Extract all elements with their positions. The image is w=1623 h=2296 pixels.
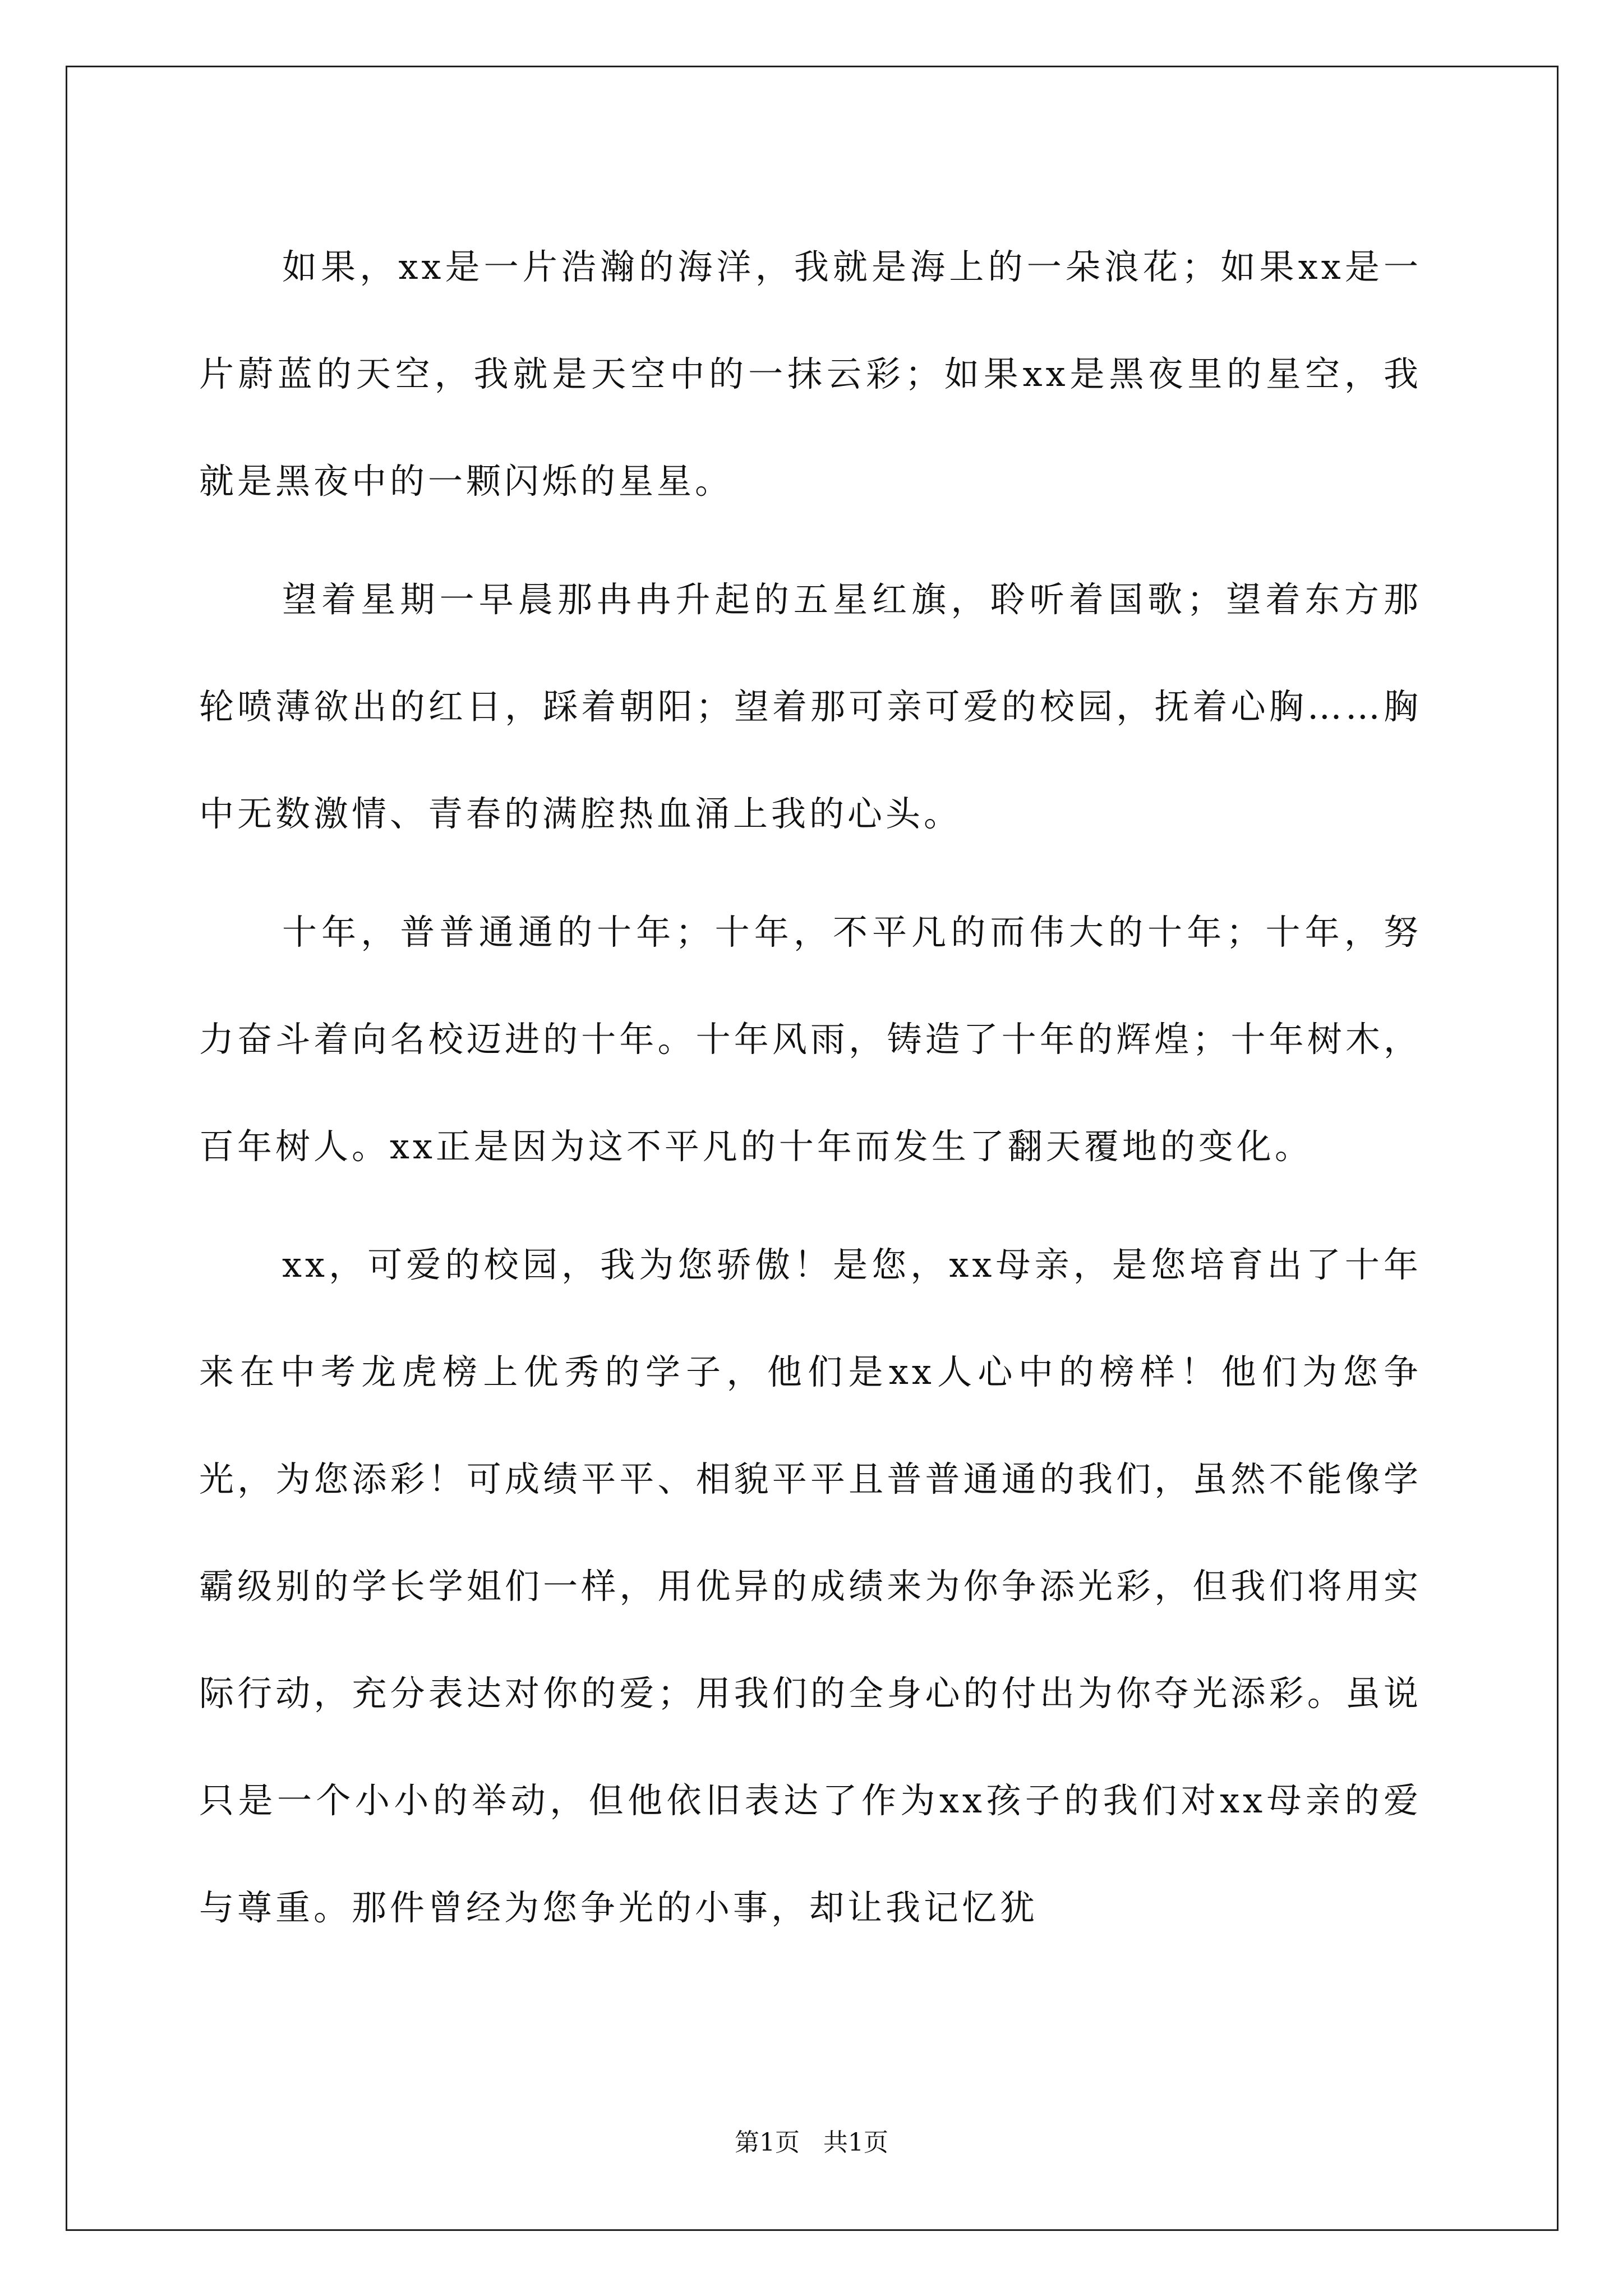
paragraph-2: 望着星期一早晨那冉冉升起的五星红旗，聆听着国歌；望着东方那轮喷薄欲出的红日，踩着朝阳；望着那可亲可爱的校园，抚着心胸……胸中无数激情、青春的满腔热血涌上我的心头。 (199, 579, 1422, 834)
paragraph-3: 十年，普普通通的十年；十年，不平凡的而伟大的十年；十年，努力奋斗着向名校迈进的十年。十年风雨，铸造了十年的辉煌；十年树木，百年树人。xx正是因为这不平凡的十年而发生了翻天覆地的变化。 (199, 912, 1422, 1167)
page-number-footer: 第1页 共1页 (735, 2128, 888, 2157)
paragraph-1: 如果，xx是一片浩瀚的海洋，我就是海上的一朵浪花；如果xx是一片蔚蓝的天空，我就是天空中的一抹云彩；如果xx是黑夜里的星空，我就是黑夜中的一颗闪烁的星星。 (199, 246, 1422, 501)
document-body (199, 213, 1422, 1972)
paragraph-4: xx，可爱的校园，我为您骄傲！是您，xx母亲，是您培育出了十年来在中考龙虎榜上优秀的学子，他们是xx人心中的榜样！他们为您争光，为您添彩！可成绩平平、相貌平平且普普通通的我们，虽然不能像学霸级别的学长学姐们一样，用优异的成绩来为你争添光彩，但我们将用实际行动，充分表达对你的爱；用我们的全身心的付出为你夺光添彩。虽说只是一个小小的举动，但他依旧表达了作为xx孩子的我们对xx母亲的爱与尊重。那件曾经为您争光的小事，却让我记忆犹 (199, 1244, 1422, 1928)
